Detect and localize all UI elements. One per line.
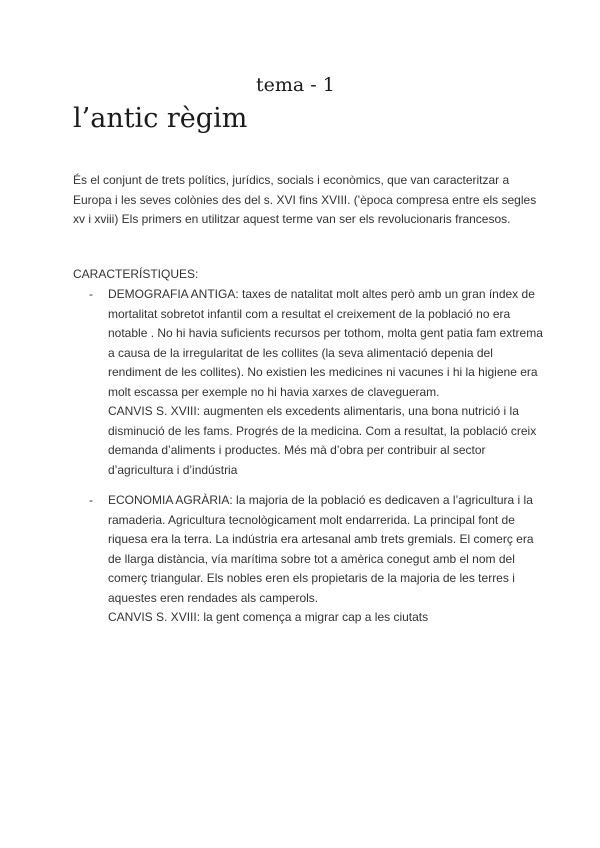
list-bullet: -	[89, 493, 93, 507]
topic-heading: tema - 1	[256, 74, 335, 96]
list-item-demografia	[89, 285, 544, 480]
list-item-economia	[89, 491, 544, 628]
item-canvis: CANVIS S. XVIII: augmenten els excedents alimentaris, una bona nutrició i la disminució de les fams. Progrés de la medicina. Com a resultat, la població creix demanda d’aliments i productes. Més mà d’obra per contribuir al sector d’agricultura i d’indústria	[108, 404, 537, 477]
list-item-body	[108, 285, 544, 480]
list-bullet: -	[89, 287, 93, 301]
item-text: ECONOMIA AGRÀRIA: la majoria de la població es dedicaven a l’agricultura i la ramaderia. Agricultura tecnològicament molt endarrerida. La principal font de riquesa era la terra. La indústria era artesanal amb trets gremials. El comerç era de llarga distància, vía marítima sobre tot a amèrica conegut amb el nom del comerç triangular. Els nobles eren els propietaris de la majoria de les terres i aquestes eren rendades als camperols.	[108, 493, 534, 605]
list-item-body	[108, 491, 544, 628]
item-text: DEMOGRAFIA ANTIGA: taxes de natalitat molt altes però amb un gran índex de mortalitat sobretot infantil com a resultat el creixement de la població no era notable . No hi havia suficients recursos per tothom, molta gent patia fam extrema a causa de la irregularitat de les collites (la seva alimentació depenia del rendiment de les collites). No existien les medicines ni vacunes i hi la higiene era molt escassa per exemple no hi havia xarxes de clavegueram.	[108, 287, 543, 399]
item-canvis: CANVIS S. XVIII: la gent comença a migrar cap a les ciutats	[108, 610, 429, 624]
intro-paragraph: És el conjunt de trets polítics, jurídics, socials i econòmics, que van caracteritzar a Europa i les seves colònies des del s. XVI fins XVIII. ('època compresa entre els segles xv i xviii) Els primers en utilitzar aquest terme van ser els revolucionaris francesos.	[73, 173, 537, 226]
page-title: l’antic règim	[73, 103, 248, 134]
characteristics-heading: CARACTERÍSTIQUES:	[73, 267, 199, 281]
